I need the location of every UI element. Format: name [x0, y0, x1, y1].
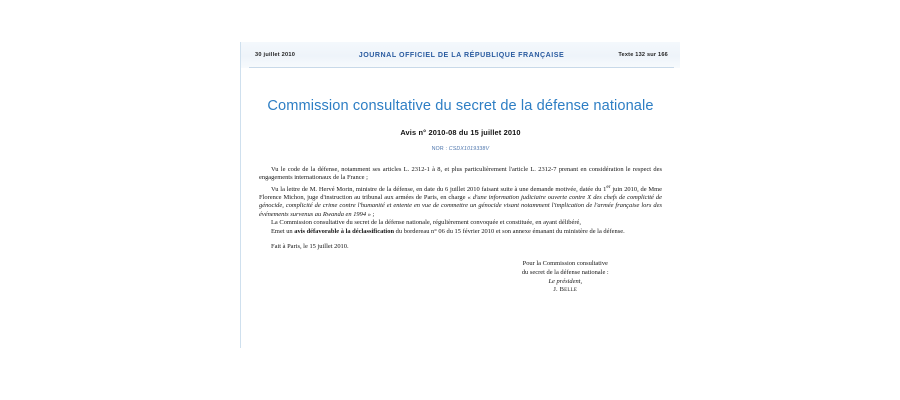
- signature-name-initial: J.: [553, 286, 560, 294]
- legal-text-body: [259, 166, 662, 251]
- running-head-journal-title: JOURNAL OFFICIEL DE LA RÉPUBLIQUE FRANÇAISE: [358, 51, 565, 59]
- document-title: Commission consultative du secret de la défense nationale: [267, 98, 654, 114]
- document-nor: [259, 146, 662, 152]
- legal-paragraph: La Commission consultative du secret de la défense nationale, régulièrement convoquée et constituée, en ayant délibéré,: [271, 219, 581, 227]
- signature-line-1: Pour la Commission consultative: [522, 260, 608, 268]
- signature-role: Le président,: [548, 277, 583, 285]
- running-head-date: 30 juillet 2010: [255, 52, 296, 58]
- legal-paragraph: Emet un avis défavorable à la déclassification du bordereau n° 06 du 15 février 2010 et son annexe émanant du ministère de la défense.: [271, 228, 625, 236]
- document-subtitle: Avis n° 2010-08 du 15 juillet 2010: [400, 128, 521, 137]
- signature-line-2: du secret de la défense nationale :: [521, 269, 609, 277]
- signature-name-surname: Belle: [559, 286, 578, 294]
- running-head-text-count: Texte 132 sur 166: [618, 52, 668, 58]
- nor-code: CSDX1019338V: [448, 146, 490, 152]
- legal-paragraph: Vu le code de la défense, notamment ses articles L. 2312-1 à 8, et plus particulièrement l'article L. 2312-7 prenant en considération le respect des engagements internationaux de la France ;: [259, 166, 662, 182]
- legal-paragraph: Vu la lettre de M. Hervé Morin, ministre de la défense, en date du 6 juillet 2010 faisant suite à une demande motivée, datée du 1er juin 2010, de Mme Florence Michon, juge d'instruction au tribunal aux armées de Paris, en charge « d'une information judiciaire ouverte contre X des chefs de complicité de génocide, complicité de crime contre l'humanité et entente en vue de commettre un génocide visant notamment l'implication de l'armée française lors des événements survenus au Rwanda en 1994 » ;: [259, 183, 662, 218]
- signature-block: [469, 260, 662, 294]
- running-head: [241, 42, 680, 68]
- legal-paragraph: Fait à Paris, le 15 juillet 2010.: [271, 243, 349, 251]
- nor-label: NOR :: [431, 146, 448, 152]
- document-page: [240, 42, 680, 348]
- page-body: [241, 98, 680, 295]
- signature-name: [469, 286, 662, 295]
